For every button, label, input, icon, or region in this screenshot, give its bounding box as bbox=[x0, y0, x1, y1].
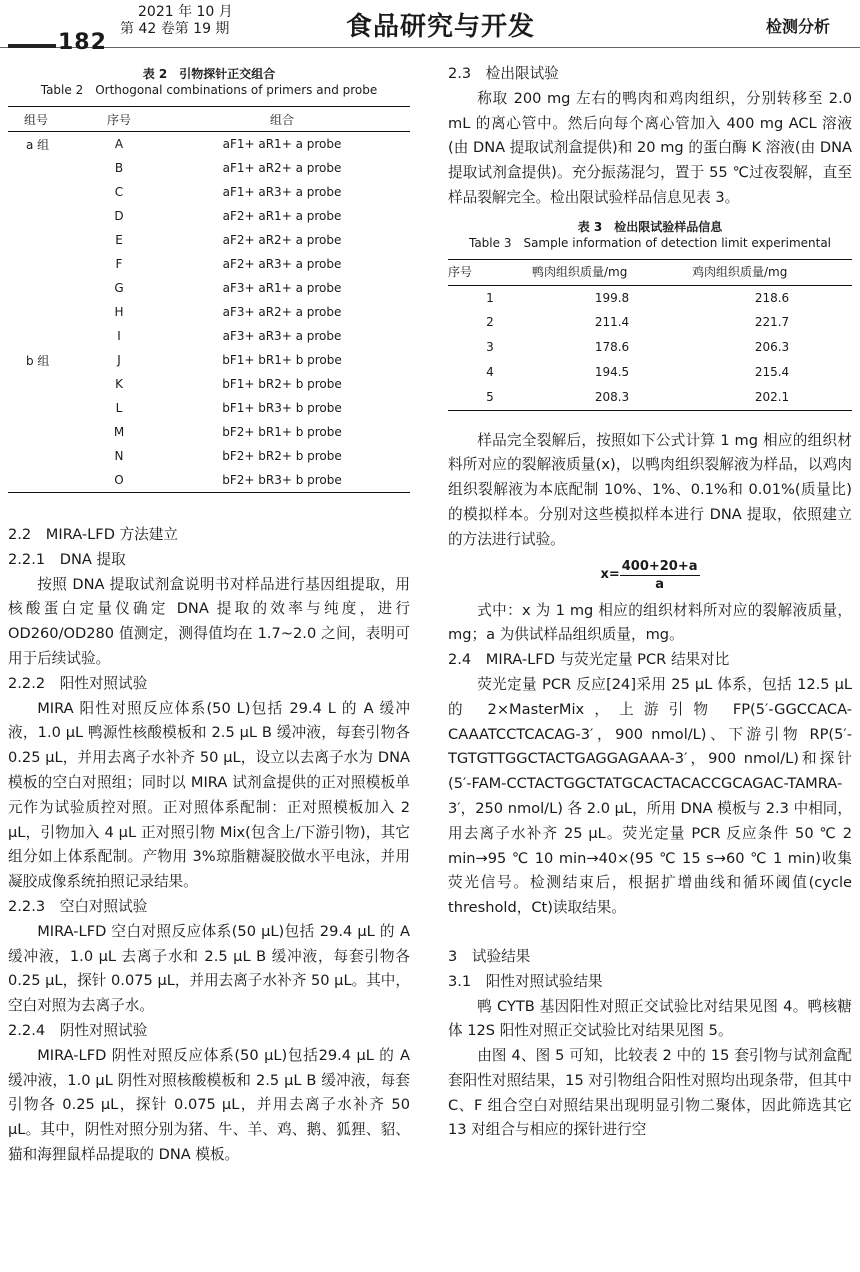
table2-header: 组合 bbox=[269, 112, 294, 127]
table-row bbox=[8, 444, 410, 468]
group-cell bbox=[8, 252, 84, 276]
chicken-mass-cell: 215.4 bbox=[754, 364, 790, 379]
heading-2-4: 2.4 MIRA-LFD 与荧光定量 PCR 结果对比 bbox=[448, 651, 730, 669]
combination-cell: aF2+ aR3+ a probe bbox=[222, 257, 342, 271]
table3-caption-cn: 表 3 检出限试验样品信息 bbox=[577, 219, 723, 234]
duck-mass-cell: 208.3 bbox=[594, 389, 630, 404]
index-cell: O bbox=[114, 473, 124, 487]
combination-cell: bF1+ bR3+ b probe bbox=[222, 401, 342, 415]
table-row bbox=[448, 385, 852, 410]
group-cell bbox=[8, 276, 84, 300]
index-cell: K bbox=[115, 377, 123, 391]
chicken-mass-cell: 206.3 bbox=[754, 340, 790, 355]
paragraph-negative-control: MIRA-LFD 阴性对照反应体系(50 μL)包括29.4 μL 的 A 缓冲液，1.0 μL 阴性对照核酸模板和 2.5 μL B 缓冲液，每套引物各 0.25 μL，探针 0.075 μL，并用去离子水补齐 50 μL。其中，阴性对照分别为猪、牛、羊、鸡、鹅、狐狸、貂、猫和海狸鼠样品提取的 DNA 模板。 bbox=[8, 1046, 410, 1163]
paragraph-dna-extraction: 按照 DNA 提取试剂盒说明书对样品进行基因组提取，用核酸蛋白定量仪确定 DNA 提取的效率与纯度，进行 OD260/OD280 值测定，测得值均在 1.7~2.0 之间，表明可用于后续试验。 bbox=[8, 575, 410, 667]
header-rule bbox=[0, 47, 860, 48]
index-cell: 2 bbox=[486, 315, 494, 330]
right-column bbox=[448, 62, 852, 1143]
combination-cell: aF3+ aR2+ a probe bbox=[222, 305, 342, 319]
combination-cell: aF2+ aR1+ a probe bbox=[222, 209, 342, 223]
group-cell bbox=[8, 468, 84, 493]
table-row bbox=[8, 252, 410, 276]
table-row bbox=[8, 348, 410, 372]
formula-denominator: a bbox=[655, 577, 665, 593]
table-row bbox=[448, 335, 852, 360]
paragraph-formula-intro: 样品完全裂解后，按照如下公式计算 1 mg 相应的组织材料所对应的裂解液质量(x)，以鸭肉组织裂解液为样品，以鸡肉组织裂解液为本底配制 10%、1%、0.1%和 0.01%(质量比)的模拟样本。分别对这些模拟样本进行 DNA 提取，依照建立的方法进行试验。 bbox=[448, 431, 852, 548]
group-cell: a 组 bbox=[26, 137, 50, 152]
combination-cell: bF1+ bR1+ b probe bbox=[222, 353, 342, 367]
table-row bbox=[8, 228, 410, 252]
table-row bbox=[8, 156, 410, 180]
heading-2-2-2: 2.2.2 阳性对照试验 bbox=[8, 674, 148, 692]
combination-cell: aF3+ aR1+ a probe bbox=[222, 281, 342, 295]
index-cell: N bbox=[114, 449, 124, 463]
table3-header: 序号 bbox=[448, 264, 473, 279]
combination-cell: aF1+ aR1+ a probe bbox=[222, 137, 342, 151]
index-cell: 4 bbox=[486, 364, 494, 379]
index-cell: J bbox=[117, 353, 121, 367]
group-cell bbox=[8, 372, 84, 396]
combination-cell: bF2+ bR1+ b probe bbox=[222, 425, 342, 439]
chicken-mass-cell: 221.7 bbox=[754, 315, 790, 330]
table3-body bbox=[448, 285, 852, 410]
page-number: 182 bbox=[58, 30, 107, 55]
table3-caption-en: Table 3 Sample information of detection limit experimental bbox=[468, 235, 832, 250]
paragraph-results-a: 鸭 CYTB 基因阳性对照正交试验比对结果见图 4。鸭核糖体 12S 阳性对照正交试验比对结果见图 5。 bbox=[448, 997, 852, 1040]
table-row bbox=[8, 276, 410, 300]
index-cell: 1 bbox=[486, 290, 494, 305]
table3-header: 鸡肉组织质量/mg bbox=[692, 264, 788, 279]
paragraph-qpcr: 荧光定量 PCR 反应[24]采用 25 μL 体系，包括 12.5 μL的 2×MasterMix，上游引物 FP(5′-GGCCACA-CAAATCCTCACAG-3′，900 nmol/L)、下游引物 RP(5′-TGTGTTGGCTACTGAGGAGAAA-3′，900 nmol/L)和探针(5′-FAM-CCTACTGGCTATGCACTACACCGCAGAC-TAMRA-3′，250 nmol/L) 各 2.0 μL，所用 DNA 模板与 2.3 中相同，用去离子水补齐 25 μL。荧光定量 PCR 反应条件 50 ℃ 2 min→95 ℃ 10 min→40×(95 ℃ 15 s→60 ℃ 1 min)收集荧光信号。检测结束后，根据扩增曲线和循环阈值(cycle threshold，Ct)读取结果。 bbox=[448, 675, 852, 917]
table2 bbox=[8, 106, 410, 493]
journal-title: 食品研究与开发 bbox=[346, 12, 536, 42]
index-cell: 5 bbox=[486, 389, 494, 404]
combination-cell: aF1+ aR2+ a probe bbox=[222, 161, 342, 175]
group-cell bbox=[8, 180, 84, 204]
group-cell bbox=[8, 204, 84, 228]
paragraph-results-b: 由图 4、图 5 可知，比较表 2 中的 15 套引物与试剂盒配套阳性对照结果，15 对引物组合阳性对照均出现条带，但其中 C、F 组合空白对照结果出现明显引物二聚体，因此筛选其它 13 对组合与相应的探针进行空 bbox=[448, 1047, 852, 1139]
table-row bbox=[8, 468, 410, 493]
chicken-mass-cell: 218.6 bbox=[754, 290, 790, 305]
group-cell bbox=[8, 396, 84, 420]
combination-cell: aF1+ aR3+ a probe bbox=[222, 185, 342, 199]
group-cell bbox=[8, 300, 84, 324]
table-row bbox=[448, 360, 852, 385]
table2-caption-cn: 表 2 引物探针正交组合 bbox=[142, 67, 276, 81]
paragraph-formula-explain: 式中：x 为 1 mg 相应的组织材料所对应的裂解液质量，mg；a 为供试样品组织质量，mg。 bbox=[448, 601, 852, 644]
formula bbox=[448, 553, 852, 599]
paragraph-positive-control: MIRA 阳性对照反应体系(50 L)包括 29.4 L 的 A 缓冲液，1.0 μL 鸭源性核酸模板和 2.5 μL B 缓冲液，每套引物各 0.25 μL，并用去离子水补齐 50 μL，设立以去离子水为 DNA 模板的空白对照组；同时以 MIRA 试剂盒提供的正对照模板单元作为试验质控对照。正对照体系配制：正对照模板加入 2 μL，引物加入 4 μL 正对照引物 Mix(包含上/下游引物)，其它组分如上体系配制。产物用 3%琼脂糖凝胶做水平电泳，并用凝胶成像系统拍照记录结果。 bbox=[8, 699, 410, 891]
table-row bbox=[448, 285, 852, 310]
table3 bbox=[448, 259, 852, 411]
table2-header: 序号 bbox=[106, 112, 131, 127]
table-row bbox=[8, 180, 410, 204]
header-rule-stub bbox=[8, 44, 56, 48]
index-cell: E bbox=[115, 233, 123, 247]
table2-header: 组号 bbox=[24, 112, 49, 127]
group-cell bbox=[8, 324, 84, 348]
combination-cell: bF2+ bR2+ b probe bbox=[222, 449, 342, 463]
duck-mass-cell: 211.4 bbox=[594, 315, 630, 330]
combination-cell: aF2+ aR2+ a probe bbox=[222, 233, 342, 247]
table-row bbox=[8, 396, 410, 420]
table-row bbox=[8, 372, 410, 396]
group-cell bbox=[8, 420, 84, 444]
issue-date: 2021 年 10 月 bbox=[138, 4, 233, 20]
combination-cell: aF3+ aR3+ a probe bbox=[222, 329, 342, 343]
formula-numerator: 400+20+a bbox=[621, 559, 698, 575]
group-cell bbox=[8, 228, 84, 252]
index-cell: C bbox=[114, 185, 124, 199]
index-cell: A bbox=[114, 137, 124, 151]
index-cell: F bbox=[115, 257, 123, 271]
group-cell: b 组 bbox=[26, 353, 50, 368]
heading-2-2-4: 2.2.4 阴性对照试验 bbox=[8, 1021, 148, 1039]
table3-block bbox=[448, 219, 852, 411]
paragraph-blank-control: MIRA-LFD 空白对照反应体系(50 μL)包括 29.4 μL 的 A 缓冲液，1.0 μL 去离子水和 2.5 μL B 缓冲液，每套引物各 0.25 μL，探针 0.075 μL，并用去离子水补齐 50 μL。其中，空白对照为去离子水。 bbox=[8, 922, 410, 1015]
left-column bbox=[8, 523, 410, 1168]
index-cell: B bbox=[114, 161, 124, 175]
combination-cell: bF1+ bR2+ b probe bbox=[222, 377, 342, 391]
table-row bbox=[8, 132, 410, 157]
heading-3: 3 试验结果 bbox=[448, 947, 531, 965]
table-row bbox=[8, 420, 410, 444]
table3-header: 鸭肉组织质量/mg bbox=[532, 264, 628, 279]
index-cell: G bbox=[114, 281, 124, 295]
formula-lhs: x= bbox=[600, 567, 620, 583]
index-cell: H bbox=[114, 305, 124, 319]
table-row bbox=[8, 300, 410, 324]
group-cell bbox=[8, 444, 84, 468]
table-row bbox=[448, 310, 852, 335]
table-row bbox=[8, 324, 410, 348]
index-cell: 3 bbox=[486, 340, 494, 355]
combination-cell: bF2+ bR3+ b probe bbox=[222, 473, 342, 487]
heading-2-2-3: 2.2.3 空白对照试验 bbox=[8, 897, 148, 915]
index-cell: D bbox=[114, 209, 124, 223]
heading-2-3: 2.3 检出限试验 bbox=[448, 65, 559, 82]
paragraph-detection-limit: 称取 200 mg 左右的鸭肉和鸡肉组织，分别转移至 2.0 mL 的离心管中。然后向每个离心管加入 400 mg ACL 溶液(由 DNA 提取试剂盒提供)和 20 mg 的蛋白酶 K 溶液(由 DNA 提取试剂盒提供)。充分振荡混匀，置于 55 ℃过夜裂解，直至样品裂解完全。检出限试验样品信息见表 3。 bbox=[448, 89, 852, 206]
index-cell: I bbox=[117, 329, 121, 343]
heading-2-2-1: 2.2.1 DNA 提取 bbox=[8, 550, 126, 568]
table2-block bbox=[8, 66, 410, 493]
table2-body bbox=[8, 132, 410, 493]
duck-mass-cell: 178.6 bbox=[594, 340, 630, 355]
duck-mass-cell: 199.8 bbox=[594, 290, 630, 305]
table2-caption-en: Table 2 Orthogonal combinations of primers and probe bbox=[40, 83, 378, 97]
chicken-mass-cell: 202.1 bbox=[754, 389, 790, 404]
group-cell bbox=[8, 156, 84, 180]
duck-mass-cell: 194.5 bbox=[594, 364, 630, 379]
heading-3-1: 3.1 阳性对照试验结果 bbox=[448, 972, 603, 990]
index-cell: L bbox=[115, 401, 123, 415]
heading-2-2: 2.2 MIRA-LFD 方法建立 bbox=[8, 526, 178, 543]
issue-volume: 第 42 卷第 19 期 bbox=[120, 21, 230, 37]
table-row bbox=[8, 204, 410, 228]
section-name: 检测分析 bbox=[766, 17, 831, 36]
formula-fraction bbox=[620, 558, 700, 593]
index-cell: M bbox=[113, 425, 125, 439]
